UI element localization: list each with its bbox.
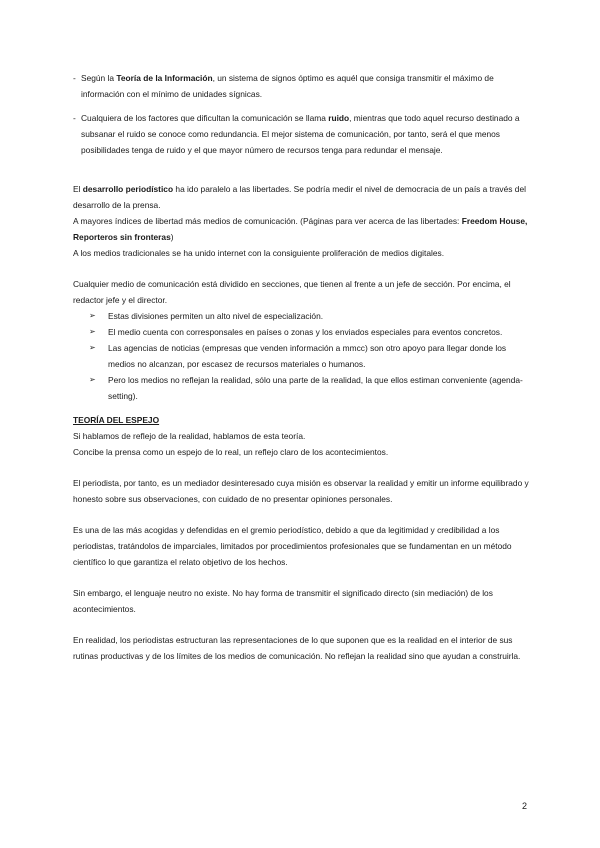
- intro-item-1-post: , un sistema de signos óptimo es aquél que consiga transmitir el máximo de información con el mínimo de unidades sígnicas.: [81, 73, 494, 99]
- espejo-paragraph-1: El periodista, por tanto, es un mediador desinteresado cuya misión es observar la realidad y emitir un informe equilibrado y honesto sobre sus observaciones, con cuidado de no presentar opiniones personales.: [73, 478, 529, 504]
- desarrollo-line-1-bold: desarrollo periodístico: [82, 184, 174, 194]
- spacer: [73, 570, 529, 585]
- list-item: [73, 372, 529, 404]
- list-item-text: Pero los medios no reflejan la realidad, sólo una parte de la realidad, la que ellos estiman conveniente (agenda-setting).: [108, 375, 523, 401]
- desarrollo-line-1-post: ha ido paralelo a las libertades. Se podría medir el nivel de democracia de un país a través del desarrollo de la prensa.: [73, 184, 526, 210]
- list-item-text: Las agencias de noticias (empresas que venden información a mmcc) son otro apoyo para llegar donde los medios no alcanzan, por escasez de recursos materiales o humanos.: [108, 343, 507, 369]
- secciones-text: Cualquier medio de comunicación está dividido en secciones, que tienen al frente a un jefe de sección. Por encima, el redactor jefe y el director.: [73, 279, 511, 305]
- intro-item-2-bold: ruido: [328, 113, 350, 123]
- list-item: [73, 340, 529, 372]
- page-number: 2: [522, 801, 528, 811]
- desarrollo-line-1-pre: El: [73, 184, 83, 194]
- espejo-paragraph-2: Es una de las más acogidas y defendidas en el gremio periodístico, debido a que da legitimidad y credibilidad a los periodistas, tratándolos de imparciales, limitados por procedimientos profesionales que se fundamentan en un método científico lo que garantiza el relato objetivo de los hechos.: [73, 525, 512, 567]
- dash-marker: -: [73, 73, 76, 83]
- spacer: [73, 617, 529, 632]
- spacer: [73, 507, 529, 522]
- list-item: [73, 308, 529, 324]
- intro-item-1: [73, 70, 529, 102]
- document-body: [73, 70, 529, 664]
- arrow-bullet-icon: ➢: [89, 327, 96, 336]
- spacer: [73, 460, 529, 475]
- desarrollo-line-1: [73, 181, 529, 213]
- intro-item-2: [73, 110, 529, 158]
- intro-item-1-bold: Teoría de la Información: [116, 73, 213, 83]
- arrow-bullet-icon: ➢: [89, 375, 96, 384]
- spacer: [73, 261, 529, 276]
- arrow-bullet-icon: ➢: [89, 343, 96, 352]
- desarrollo-line-2-pre: A mayores índices de libertad más medios de comunicación. (Páginas para ver acerca de las libertades:: [73, 216, 462, 226]
- spacer: [73, 404, 529, 412]
- dash-marker: -: [73, 113, 76, 123]
- list-item: [73, 324, 529, 340]
- spacer: [73, 166, 529, 181]
- list-item-text: El medio cuenta con corresponsales en países o zonas y los enviados especiales para eventos concretos.: [108, 327, 503, 337]
- desarrollo-line-2-bold: Freedom House, Reporteros sin fronteras: [73, 216, 528, 242]
- espejo-paragraph-3: Sin embargo, el lenguaje neutro no existe. No hay forma de transmitir el significado directo (sin mediación) de los acontecimientos.: [73, 588, 493, 614]
- desarrollo-line-3: A los medios tradicionales se ha unido internet con la consiguiente proliferación de medios digitales.: [73, 248, 445, 258]
- list-item-text: Estas divisiones permiten un alto nivel de especialización.: [108, 311, 324, 321]
- espejo-line-2: Concibe la prensa como un espejo de lo real, un reflejo claro de los acontecimientos.: [73, 447, 389, 457]
- desarrollo-line-2: [73, 213, 529, 245]
- arrow-bullet-icon: ➢: [89, 311, 96, 320]
- intro-item-2-pre: Cualquiera de los factores que dificultan la comunicación se llama: [81, 113, 329, 123]
- desarrollo-line-2-post: ): [170, 232, 174, 242]
- espejo-line-1: Si hablamos de reflejo de la realidad, hablamos de esta teoría.: [73, 431, 306, 441]
- intro-item-1-pre: Según la: [81, 73, 117, 83]
- section-heading: TEORÍA DEL ESPEJO: [73, 415, 160, 425]
- intro-item-2-post: , mientras que todo aquel recurso destinado a subsanar el ruido se conoce como redundancia. El mejor sistema de comunicación, por tanto, será el que menos posibilidades tenga de ruido y el que mayor número de recursos tenga para redundar el mensaje.: [81, 113, 520, 155]
- espejo-paragraph-4: En realidad, los periodistas estructuran las representaciones de lo que suponen que es la realidad en el interior de sus rutinas productivas y de los límites de los medios de comunicación. No reflejan la realidad sino que ayudan a construirla.: [73, 635, 521, 661]
- secciones-bullet-list: [73, 308, 529, 404]
